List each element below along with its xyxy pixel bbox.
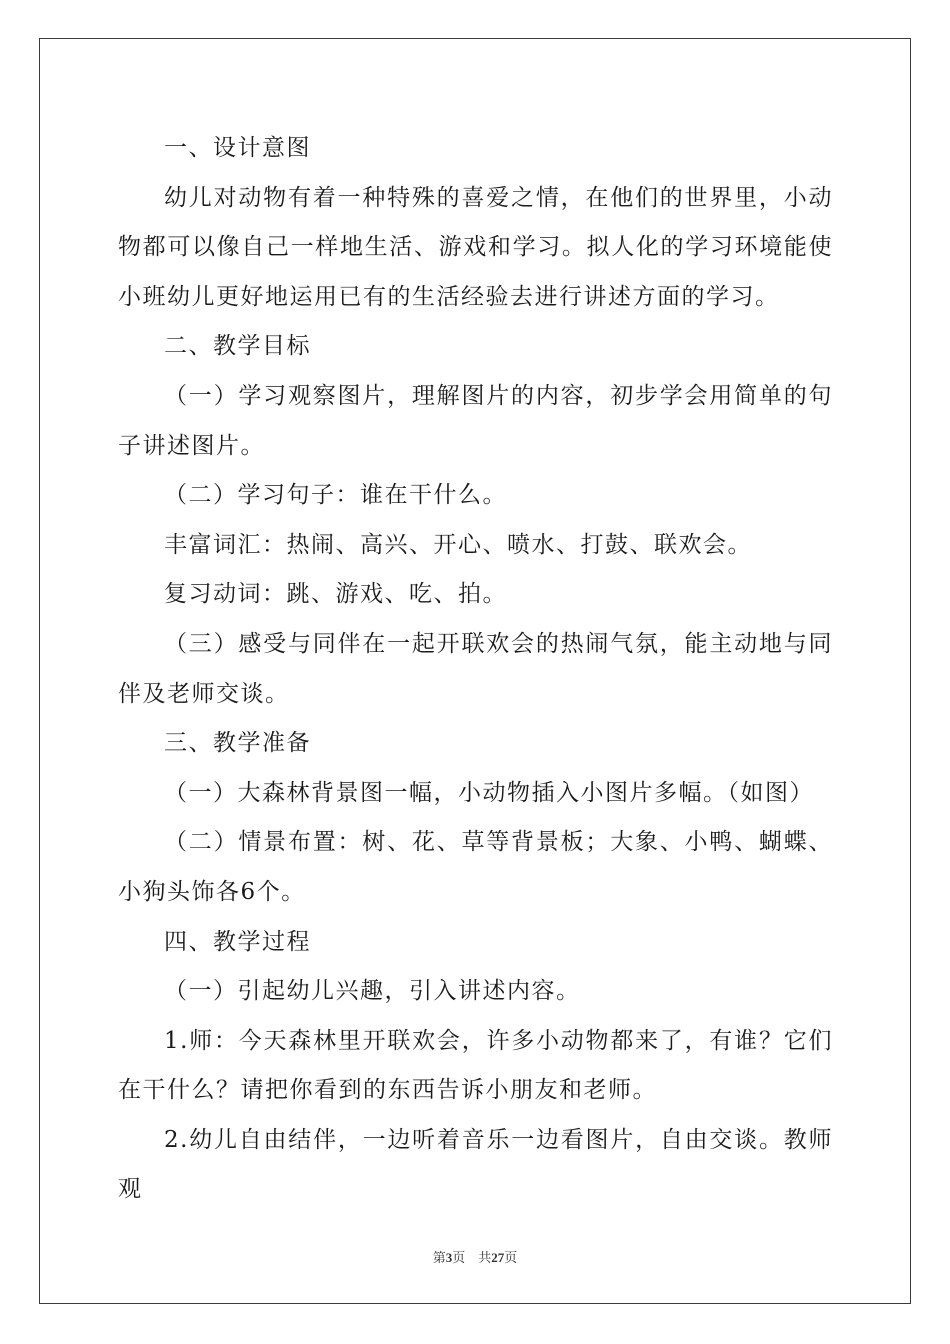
goal-item-2: （二）学习句子：谁在干什么。 bbox=[164, 482, 507, 509]
document-body bbox=[118, 124, 833, 1215]
footer-suffix: 页 bbox=[504, 1250, 518, 1265]
vocabulary-line: 丰富词汇：热闹、高兴、开心、喷水、打鼓、联欢会。 bbox=[164, 531, 752, 558]
footer-middle: 页 共 bbox=[452, 1250, 492, 1265]
footer-total-pages: 27 bbox=[491, 1250, 505, 1265]
heading-teaching-prep: 三、教学准备 bbox=[164, 730, 311, 757]
paragraph-design-intent: 幼儿对动物有着一种特殊的喜爱之情，在他们的世界里，小动物都可以像自己一样地生活、游戏和学习。拟人化的学习环境能使小班幼儿更好地运用已有的生活经验去进行讲述方面的学习。 bbox=[118, 184, 833, 310]
heading-teaching-goals: 二、教学目标 bbox=[164, 333, 311, 360]
process-step-1: 1.师：今天森林里开联欢会，许多小动物都来了，有谁？它们在干什么？请把你看到的东西告诉小朋友和老师。 bbox=[118, 1027, 833, 1104]
heading-teaching-process: 四、教学过程 bbox=[164, 928, 311, 955]
verbs-line: 复习动词：跳、游戏、吃、拍。 bbox=[164, 581, 507, 608]
goal-item-3: （三）感受与同伴在一起开联欢会的热闹气氛，能主动地与同伴及老师交谈。 bbox=[118, 630, 833, 707]
process-step-2: 2.幼儿自由结伴，一边听着音乐一边看图片，自由交谈。教师观 bbox=[118, 1126, 833, 1203]
heading-design-intent: 一、设计意图 bbox=[164, 135, 311, 161]
process-item-1: （一）引起幼儿兴趣，引入讲述内容。 bbox=[164, 978, 581, 1005]
footer-page-number: 3 bbox=[445, 1250, 453, 1265]
footer-prefix: 第 bbox=[432, 1250, 446, 1265]
goal-item-1: （一）学习观察图片，理解图片的内容，初步学会用简单的句子讲述图片。 bbox=[118, 382, 833, 459]
prep-item-1: （一）大森林背景图一幅，小动物插入小图片多幅。（如图） bbox=[164, 779, 814, 806]
page-footer bbox=[0, 1247, 950, 1266]
prep-item-2: （二）情景布置：树、花、草等背景板；大象、小鸭、蝴蝶、小狗头饰各6个。 bbox=[118, 829, 833, 905]
